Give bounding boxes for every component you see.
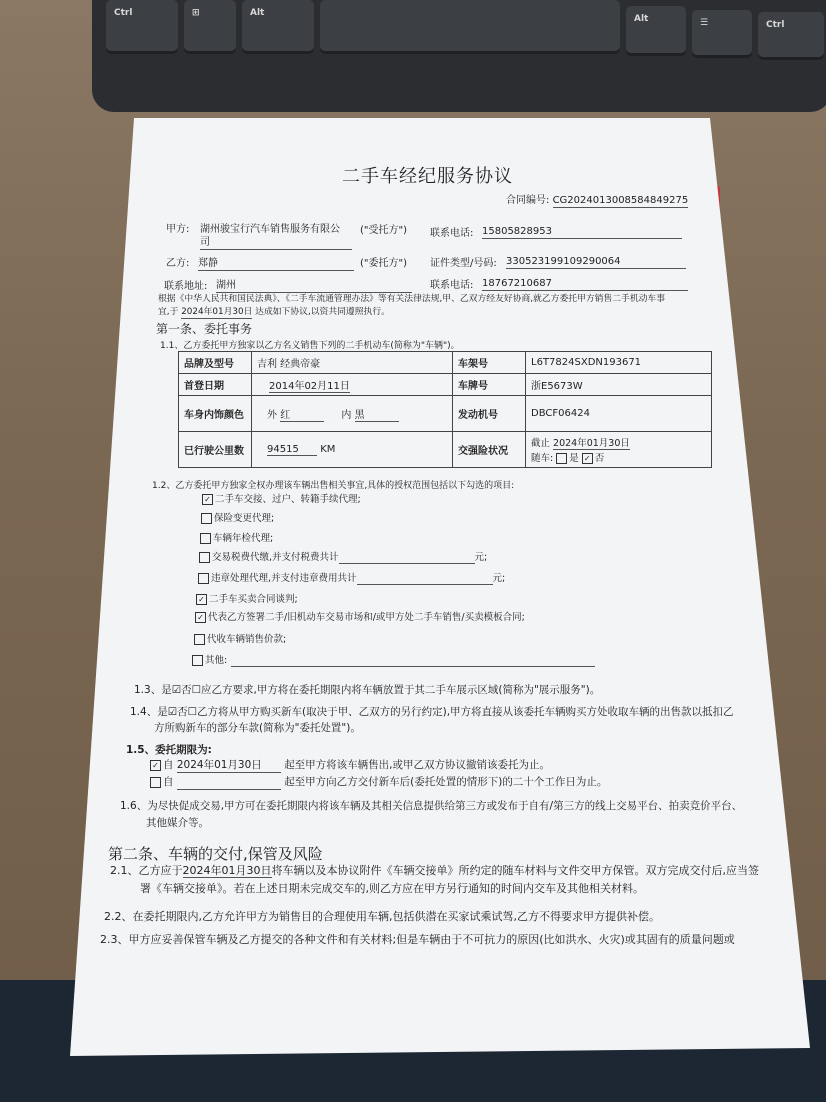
option-checkbox[interactable] bbox=[192, 655, 203, 666]
option-suffix: 元; bbox=[492, 573, 506, 584]
interior-label: 内 bbox=[341, 409, 352, 421]
yes-checkbox[interactable] bbox=[556, 453, 567, 464]
with-car-label: 随车: bbox=[531, 453, 554, 464]
option-item bbox=[199, 552, 487, 564]
exterior-label: 外 bbox=[267, 409, 277, 421]
article-2-title: 第二条、车辆的交付,保管及风险 bbox=[108, 845, 323, 863]
id-label: 证件类型/号码: bbox=[430, 258, 497, 269]
insurance-with-car bbox=[531, 450, 706, 464]
term1-checkbox-checked[interactable]: ✓ bbox=[150, 760, 161, 771]
engine-value: DBCF06424 bbox=[526, 396, 712, 432]
term2-prefix: 自 bbox=[163, 776, 174, 788]
party-a-role: ("受托方") bbox=[360, 225, 408, 236]
plate-value: 浙E5673W bbox=[526, 374, 712, 396]
term2-checkbox[interactable] bbox=[150, 777, 161, 788]
option-item bbox=[202, 494, 361, 505]
option-item bbox=[195, 612, 525, 623]
address-value: 湖州 bbox=[216, 280, 412, 293]
article-1-title: 第一条、委托事务 bbox=[156, 322, 253, 336]
clause-1-4-line2: 方所购新车的部分车款(简称为"委托处置")。 bbox=[154, 722, 361, 734]
option-checkbox[interactable] bbox=[198, 573, 209, 584]
option-label: 代表乙方签署二手/旧机动车交易市场和/或甲方处二手车销售/买卖模板合同; bbox=[208, 612, 525, 623]
party-b-role: ("委托方") bbox=[360, 258, 408, 269]
option-checkbox-checked[interactable]: ✓ bbox=[195, 612, 206, 623]
mileage-cell bbox=[252, 432, 453, 468]
fine-amount-blank bbox=[357, 573, 493, 585]
clause-1-3: 1.3、是☑否☐应乙方要求,甲方将在委托期限内将车辆放置于其二手车展示区域(简称为"展示服务")。 bbox=[134, 684, 601, 696]
insurance-until-date: 2024年01月30日 bbox=[553, 435, 630, 450]
term2-text: 起至甲方向乙方交付新车后(委托处置的情形下)的二十个工作日为止。 bbox=[284, 776, 608, 788]
option-item bbox=[192, 655, 595, 667]
party-a-name-cont: 司 bbox=[200, 237, 352, 250]
option-label: 其他: bbox=[205, 655, 228, 666]
contract-number-value: CG2024013008584849275 bbox=[552, 195, 689, 206]
option-label: 二手车交接、过户、转籍手续代理; bbox=[215, 494, 361, 505]
clause-2-2: 2.2、在委托期限内,乙方允许甲方为销售目的合理使用车辆,包括供潜在买家试乘试驾,乙方不得要求甲方提供补偿。 bbox=[104, 910, 660, 923]
plate-label: 车牌号 bbox=[453, 374, 526, 396]
insurance-until bbox=[531, 435, 706, 450]
clause-2-1-line2: 署《车辆交接单》。若在上述日期未完成交车的,则乙方应在甲方另行通知的时间内交车及其他相关材料。 bbox=[140, 882, 644, 895]
clause-2-3: 2.3、甲方应妥善保管车辆及乙方提交的各种文件和有关材料;但是车辆由于不可抗力的原因(比如洪水、火灾)或其固有的质量问题或 bbox=[100, 933, 735, 946]
contract-number bbox=[506, 195, 688, 208]
key-alt-right: Alt bbox=[626, 6, 686, 56]
color-cell bbox=[252, 396, 453, 432]
clause-2-1-pre: 2.1、乙方应于 bbox=[110, 864, 183, 877]
brand-value: 吉利 经典帝豪 bbox=[252, 352, 453, 374]
key-windows: ⊞ bbox=[184, 0, 236, 54]
party-a-name: 湖州骏宝行汽车销售服务有限公 bbox=[200, 224, 340, 235]
color-label: 车身内饰颜色 bbox=[179, 396, 252, 432]
term1-date: 2024年01月30日 bbox=[177, 759, 281, 773]
party-b-label: 乙方: bbox=[166, 258, 190, 269]
clause-1-6-line1: 1.6、为尽快促成交易,甲方可在委托期限内将该车辆及其相关信息提供给第三方或发布于自有/第三方的线上交易平台、拍卖竞价平台、 bbox=[120, 800, 743, 812]
key-space bbox=[320, 0, 620, 54]
clause-2-1-date: 2024年01月30日 bbox=[182, 864, 272, 877]
tax-amount-blank bbox=[339, 552, 475, 564]
insurance-label: 交强险状况 bbox=[453, 432, 526, 468]
mileage-value: 94515 bbox=[267, 444, 317, 456]
preamble-line2 bbox=[158, 307, 390, 319]
option-item bbox=[196, 594, 298, 605]
preamble-line1: 根据《中华人民共和国民法典》、《二手车流通管理办法》等有关法律法规,甲、乙双方经友好协商,就乙方委托甲方销售二手机动车事 bbox=[158, 294, 666, 304]
party-a-label: 甲方: bbox=[166, 224, 190, 235]
option-label: 交易税费代缴,并支付税费共计 bbox=[212, 552, 339, 563]
option-item bbox=[194, 634, 286, 645]
option-label: 违章处理代理,并支付违章费用共计 bbox=[211, 573, 357, 584]
option-checkbox-checked[interactable]: ✓ bbox=[196, 594, 207, 605]
term-option-2 bbox=[150, 776, 607, 790]
option-checkbox[interactable] bbox=[200, 533, 211, 544]
option-checkbox[interactable] bbox=[199, 552, 210, 563]
term-option-1 bbox=[150, 759, 550, 773]
yes-label: 是 bbox=[569, 453, 579, 464]
preamble-date: 2024年01月30日 bbox=[181, 307, 253, 317]
id-number: 330523199109290064 bbox=[506, 256, 686, 269]
key-alt-left: Alt bbox=[242, 0, 314, 54]
option-item bbox=[201, 513, 274, 524]
vin-label: 车架号 bbox=[453, 352, 526, 374]
insurance-cell bbox=[526, 432, 712, 468]
term1-text: 起至甲方将该车辆售出,或甲乙双方协议撤销该委托为止。 bbox=[284, 759, 551, 771]
clause-1-2: 1.2、乙方委托甲方独家全权办理该车辆出售相关事宜,具体的授权范围包括以下勾选的项目: bbox=[152, 481, 515, 491]
contract-number-label: 合同编号: bbox=[506, 195, 550, 206]
option-label: 车辆年检代理; bbox=[213, 533, 274, 544]
party-b-phone-label: 联系电话: bbox=[430, 280, 474, 291]
key-ctrl-right: Ctrl bbox=[758, 12, 824, 60]
reg-date-label: 首登日期 bbox=[179, 374, 252, 396]
no-checkbox-checked[interactable]: ✓ bbox=[582, 453, 593, 464]
clause-2-1-post: 将车辆以及本协议附件《车辆交接单》所约定的随车材料与文件交甲方保管。双方完成交付后,应当签 bbox=[271, 864, 759, 877]
option-label: 保险变更代理; bbox=[214, 513, 275, 524]
mileage-label: 已行驶公里数 bbox=[179, 432, 252, 468]
document-title: 二手车经纪服务协议 bbox=[342, 166, 513, 187]
mileage-unit: KM bbox=[320, 443, 336, 455]
party-a-phone: 15805828953 bbox=[482, 226, 682, 239]
clause-1-5-title: 1.5、委托期限为: bbox=[126, 744, 212, 756]
key-menu: ☰ bbox=[692, 10, 752, 58]
reg-date-cell bbox=[252, 374, 453, 396]
no-label: 否 bbox=[594, 453, 605, 464]
other-blank bbox=[231, 655, 595, 667]
address-label: 联系地址: bbox=[164, 281, 208, 292]
option-item bbox=[198, 573, 505, 585]
option-checkbox[interactable] bbox=[194, 634, 205, 645]
keyboard bbox=[92, 0, 826, 112]
option-suffix: 元; bbox=[474, 552, 488, 563]
key-ctrl-left: Ctrl bbox=[106, 0, 178, 54]
reg-date-value: 2014年02月11日 bbox=[269, 377, 350, 393]
clause-2-1-line1 bbox=[110, 864, 759, 878]
exterior-value: 红 bbox=[280, 406, 324, 422]
option-item bbox=[200, 533, 273, 544]
preamble-text-a: 宜,于 bbox=[158, 307, 179, 317]
vin-value: L6T7824SXDN193671 bbox=[526, 352, 712, 374]
engine-label: 发动机号 bbox=[453, 396, 526, 432]
clause-1-6-line2: 其他媒介等。 bbox=[146, 817, 209, 829]
option-label: 二手车买卖合同谈判; bbox=[209, 594, 298, 605]
term2-blank bbox=[177, 776, 281, 790]
party-b-phone: 18767210687 bbox=[482, 278, 688, 291]
option-checkbox[interactable] bbox=[201, 513, 212, 524]
party-b-name: 郑静 bbox=[198, 258, 354, 271]
insurance-until-label: 截止 bbox=[531, 438, 551, 449]
party-a-phone-label: 联系电话: bbox=[430, 228, 474, 239]
interior-value: 黑 bbox=[355, 406, 399, 422]
option-checkbox-checked[interactable]: ✓ bbox=[202, 494, 213, 505]
option-label: 代收车辆销售价款; bbox=[207, 634, 287, 645]
preamble-text-b: 达成如下协议,以资共同遵照执行。 bbox=[255, 307, 390, 317]
clause-1-1: 1.1、乙方委托甲方独家以乙方名义销售下列的二手机动车(简称为"车辆")。 bbox=[160, 341, 460, 351]
vehicle-info-table bbox=[178, 351, 712, 468]
brand-label: 品牌及型号 bbox=[179, 352, 252, 374]
clause-1-4-line1: 1.4、是☑否☐乙方将从甲方购买新车(取决于甲、乙双方的另行约定),甲方将直接从该委托车辆购买方处收取车辆的出售款以抵扣乙 bbox=[130, 706, 734, 718]
term1-prefix: 自 bbox=[163, 759, 174, 771]
